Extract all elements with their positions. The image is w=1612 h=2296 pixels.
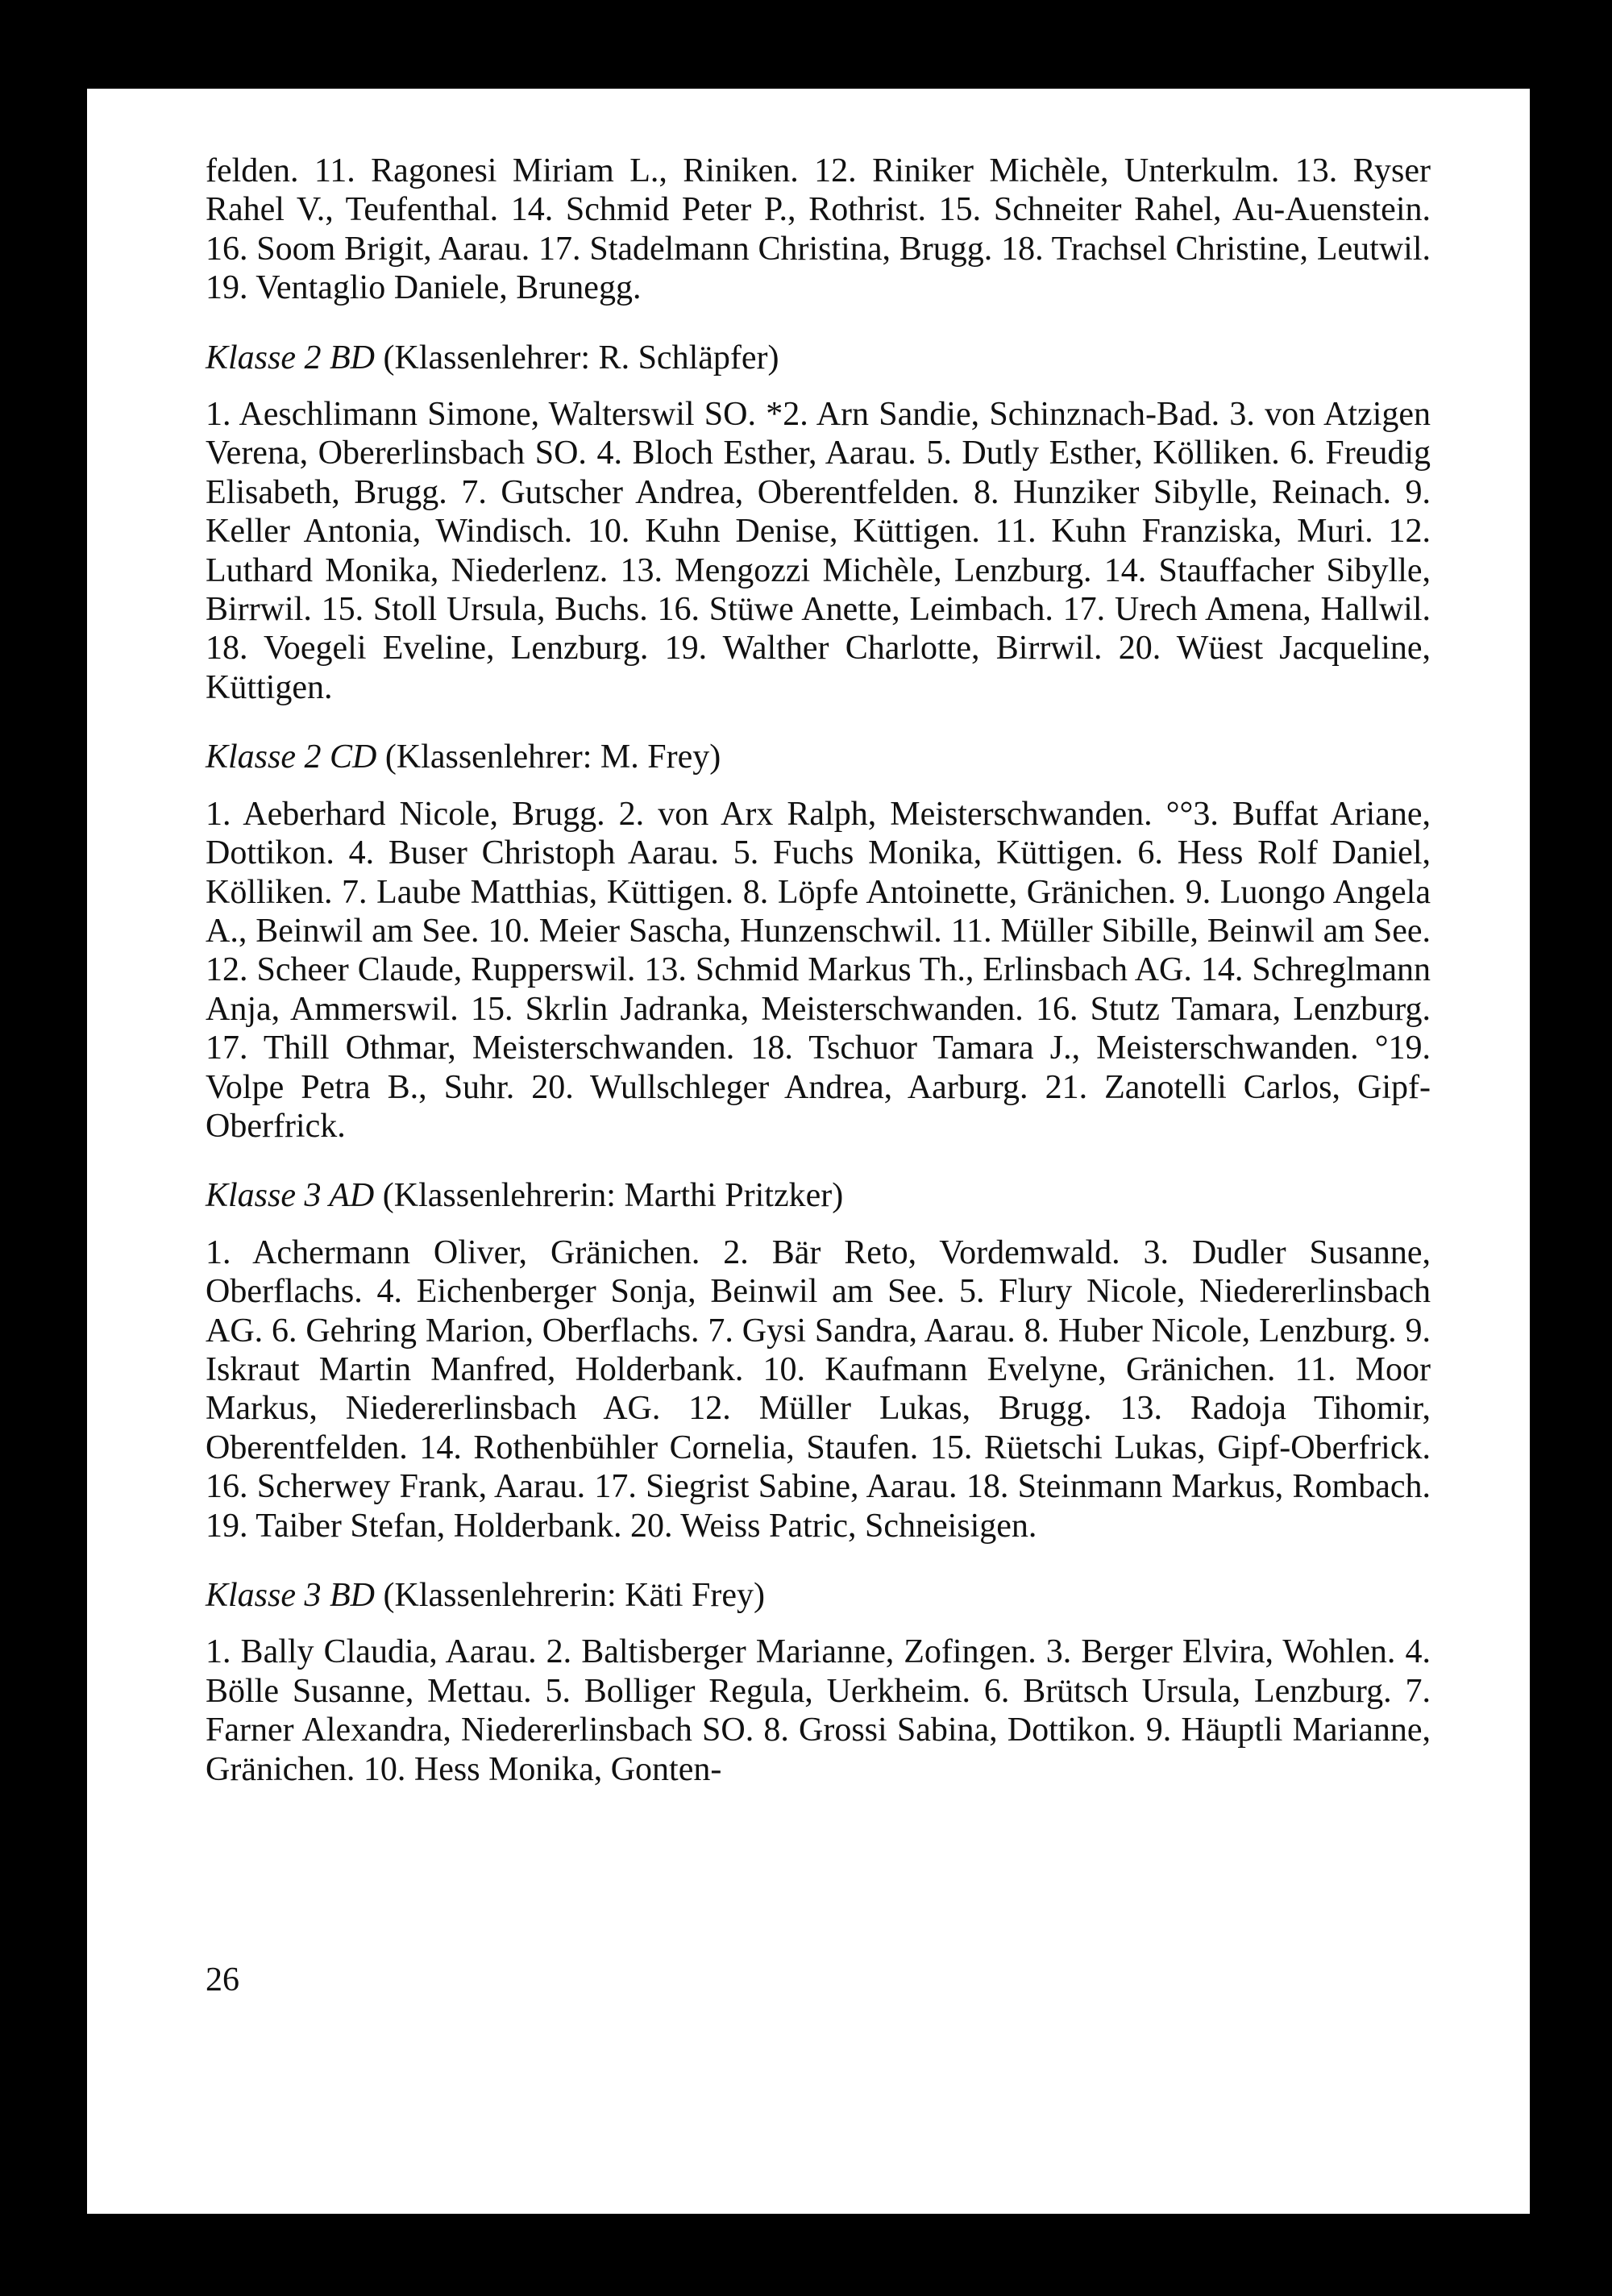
student-list: 1. Aeberhard Nicole, Brugg. 2. von Arx Ralph, Meisterschwanden. °°3. Buffat Ariane, Dottikon. 4. Buser Christoph Aarau. 5. Fuchs Monika, Küttigen. 6. Hess Rolf Daniel, Kölliken. 7. Laube Matthias, Küttigen. 8. Löpfe Antoinette, Gränichen. 9. Luongo Angela A., Beinwil am See. 10. Meier Sascha, Hunzenschwil. 11. Müller Sibille, Beinwil am See. 12. Scheer Claude, Rupperswil. 13. Schmid Markus Th., Erlinsbach AG. 14. Schreglmann Anja, Ammerswil. 15. Skrlin Jadranka, Meisterschwanden. 16. Stutz Tamara, Lenzburg. 17. Thill Othmar, Meisterschwanden. 18. Tschuor Tamara J., Meisterschwanden. °19. Volpe Petra B., Suhr. 20. Wullschleger Andrea, Aarburg. 21. Zanotelli Carlos, Gipf-Oberfrick.	[206, 795, 1431, 1145]
document-body	[206, 152, 1431, 1789]
section-heading	[206, 1576, 1431, 1615]
teacher-label: (Klassenlehrerin: Käti Frey)	[383, 1577, 766, 1614]
class-section-2bd	[206, 339, 1431, 708]
section-heading	[206, 738, 1431, 776]
intro-paragraph: felden. 11. Ragonesi Miriam L., Riniken. 12. Riniker Michèle, Unterkulm. 13. Ryser Rahel V., Teufenthal. 14. Schmid Peter P., Rothrist. 15. Schneiter Rahel, Au-Auenstein. 16. Soom Brigit, Aarau. 17. Stadelmann Christina, Brugg. 18. Trachsel Christine, Leutwil. 19. Ventaglio Daniele, Brunegg.	[206, 152, 1431, 307]
section-heading	[206, 1176, 1431, 1215]
class-section-3ad	[206, 1176, 1431, 1545]
class-section-2cd	[206, 738, 1431, 1146]
class-label: Klasse 2 BD	[206, 339, 375, 376]
student-list: 1. Bally Claudia, Aarau. 2. Baltisberger Marianne, Zofingen. 3. Berger Elvira, Wohlen. 4. Bölle Susanne, Mettau. 5. Bolliger Regula, Uerkheim. 6. Brütsch Ursula, Lenzburg. 7. Farner Alexandra, Niedererlinsbach SO. 8. Grossi Sabina, Dottikon. 9. Häuptli Marianne, Gränichen. 10. Hess Monika, Gonten-	[206, 1633, 1431, 1788]
page-number: 26	[206, 1961, 239, 1999]
teacher-label: (Klassenlehrerin: Marthi Pritzker)	[382, 1177, 844, 1215]
student-list: 1. Achermann Oliver, Gränichen. 2. Bär Reto, Vordemwald. 3. Dudler Susanne, Oberflachs. 4. Eichenberger Sonja, Beinwil am See. 5. Flury Nicole, Niedererlinsbach AG. 6. Gehring Marion, Oberflachs. 7. Gysi Sandra, Aarau. 8. Huber Nicole, Lenzburg. 9. Iskraut Martin Manfred, Holderbank. 10. Kaufmann Evelyne, Gränichen. 11. Moor Markus, Niedererlinsbach AG. 12. Müller Lukas, Brugg. 13. Radoja Tihomir, Oberentfelden. 14. Rothenbühler Cornelia, Staufen. 15. Rüetschi Lukas, Gipf-Oberfrick. 16. Scherwey Frank, Aarau. 17. Siegrist Sabine, Aarau. 18. Steinmann Markus, Rombach. 19. Taiber Stefan, Holderbank. 20. Weiss Patric, Schneisigen.	[206, 1233, 1431, 1545]
class-label: Klasse 3 BD	[206, 1577, 375, 1614]
class-label: Klasse 2 CD	[206, 738, 377, 776]
class-section-3bd	[206, 1576, 1431, 1789]
teacher-label: (Klassenlehrer: R. Schläpfer)	[383, 339, 779, 376]
class-label: Klasse 3 AD	[206, 1177, 375, 1215]
student-list: 1. Aeschlimann Simone, Walterswil SO. *2. Arn Sandie, Schinznach-Bad. 3. von Atzigen Verena, Obererlinsbach SO. 4. Bloch Esther, Aarau. 5. Dutly Esther, Kölliken. 6. Freudig Elisabeth, Brugg. 7. Gutscher Andrea, Oberentfelden. 8. Hunziker Sibylle, Reinach. 9. Keller Antonia, Windisch. 10. Kuhn Denise, Küttigen. 11. Kuhn Franziska, Muri. 12. Luthard Monika, Niederlenz. 13. Mengozzi Michèle, Lenzburg. 14. Stauffacher Sibylle, Birrwil. 15. Stoll Ursula, Buchs. 16. Stüwe Anette, Leimbach. 17. Urech Amena, Hallwil. 18. Voegeli Eveline, Lenzburg. 19. Walther Charlotte, Birrwil. 20. Wüest Jacqueline, Küttigen.	[206, 396, 1431, 706]
teacher-label: (Klassenlehrer: M. Frey)	[384, 738, 721, 776]
section-heading	[206, 339, 1431, 377]
